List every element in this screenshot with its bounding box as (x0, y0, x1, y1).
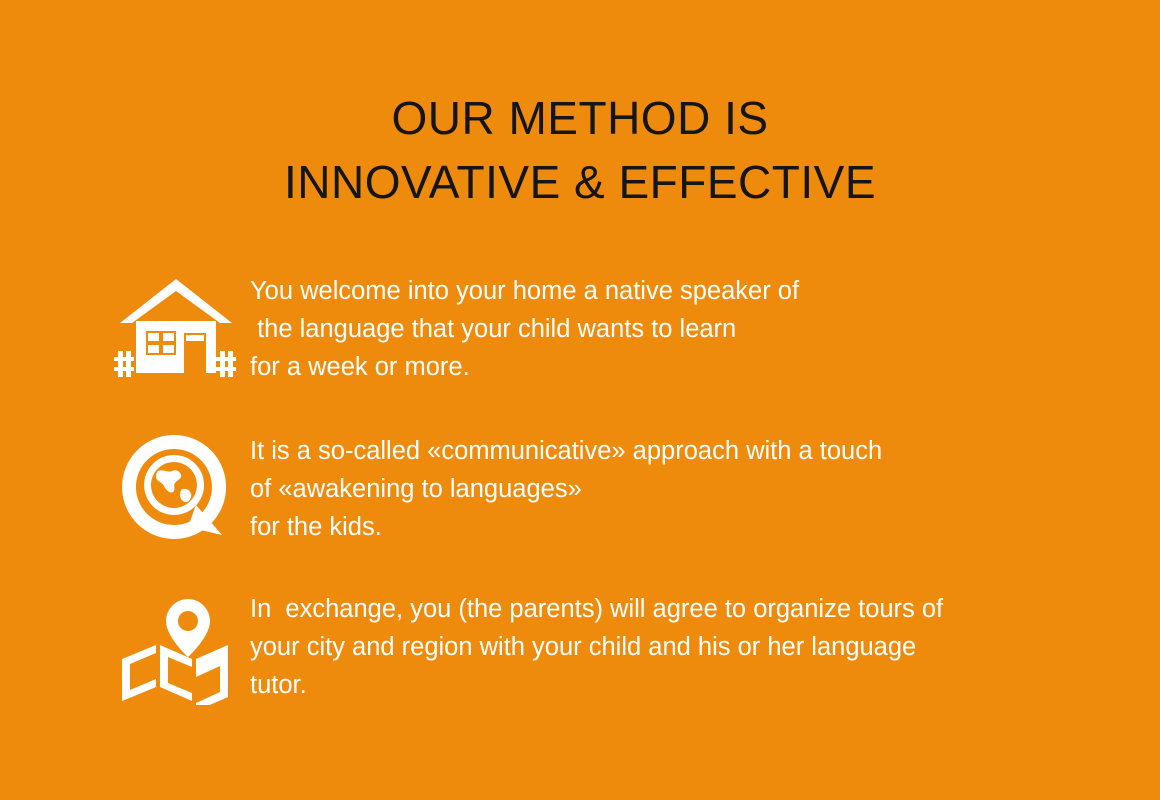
page-title-line-1: OUR METHOD IS (391, 92, 769, 144)
globe-speech-bubble-icon (110, 430, 242, 548)
list-item-line: tutor. (250, 671, 307, 699)
method-list (110, 268, 1100, 748)
list-item-line: for a week or more. (250, 353, 470, 381)
list-item-text (250, 428, 882, 546)
list-item-line: It is a so-called «communicative» approach with a touch (250, 437, 883, 465)
page-title-line-2: INNOVATIVE & EFFECTIVE (283, 156, 877, 208)
map-pin-icon (110, 592, 242, 710)
list-item-line: You welcome into your home a native speaker of (250, 277, 800, 305)
list-item-line: for the kids. (250, 513, 382, 541)
list-item-line: your city and region with your child and his or her language (250, 633, 917, 661)
list-item (110, 586, 1100, 710)
house-icon (110, 272, 242, 390)
list-item-text (250, 268, 799, 386)
list-item-line: the language that your child wants to learn (250, 315, 737, 343)
list-item-text (250, 586, 943, 704)
list-item (110, 268, 1100, 390)
list-item (110, 428, 1100, 548)
list-item-line: In exchange, you (the parents) will agree to organize tours of (250, 595, 944, 623)
list-item-line: of «awakening to languages» (250, 475, 582, 503)
page-title (0, 86, 1160, 214)
